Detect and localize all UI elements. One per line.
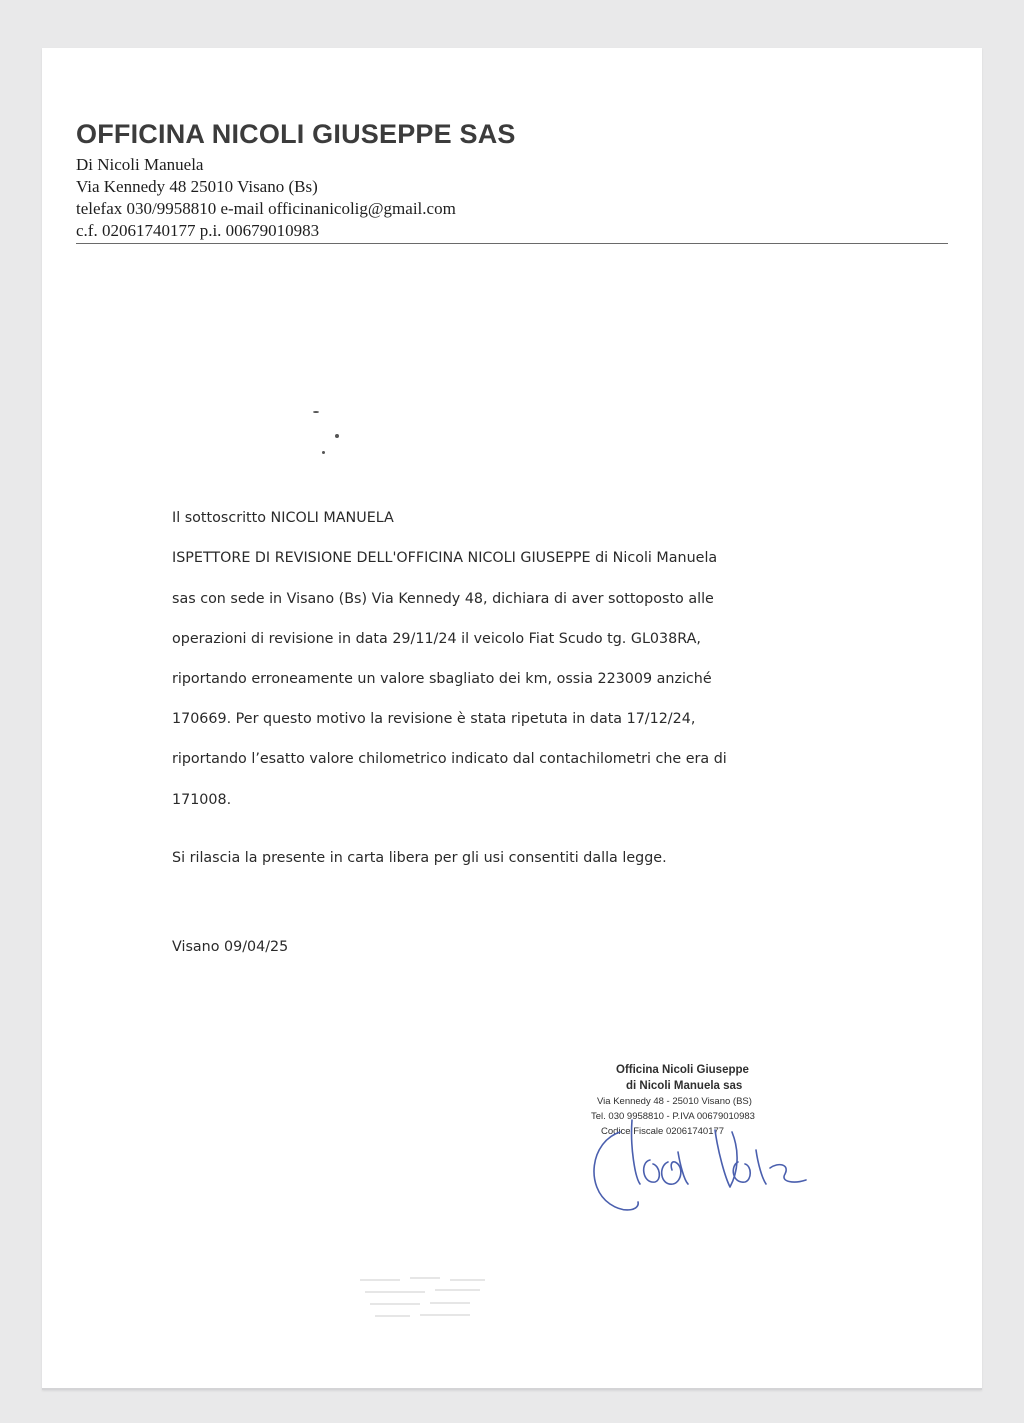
body-line: 171008. <box>172 792 232 808</box>
stamp-line: Via Kennedy 48 - 25010 Visano (BS) <box>597 1096 752 1107</box>
declarant-line: Il sottoscritto NICOLI MANUELA <box>172 510 394 526</box>
address-line: Via Kennedy 48 25010 Visano (Bs) <box>76 177 318 196</box>
company-name: OFFICINA NICOLI GIUSEPPE SAS <box>76 119 516 149</box>
scan-speck <box>335 434 339 438</box>
stamp-line: Codice Fiscale 02061740177 <box>601 1126 725 1137</box>
body-line: riportando erroneamente un valore sbagliato dei km, ossia 223009 anziché <box>172 671 712 687</box>
closing-line: Si rilascia la presente in carta libera per gli usi consentiti dalla legge. <box>172 850 667 866</box>
handwritten-signature <box>580 1092 820 1222</box>
body-line: sas con sede in Visano (Bs) Via Kennedy 48, dichiara di aver sottoposto alle <box>172 591 714 607</box>
body-line: riportando l’esatto valore chilometrico indicato dal contachilometri che era di <box>172 751 727 767</box>
bleed-through-marks <box>350 1270 510 1330</box>
body-line: operazioni di revisione in data 29/11/24 il veicolo Fiat Scudo tg. GL038RA, <box>172 631 701 647</box>
letterhead-divider <box>76 243 948 244</box>
stamp-line: di Nicoli Manuela sas <box>626 1080 743 1092</box>
stamp-line: Tel. 030 9958810 - P.IVA 00679010983 <box>591 1111 755 1122</box>
stamp-line: Officina Nicoli Giuseppe <box>616 1064 749 1076</box>
body-line: ISPETTORE DI REVISIONE DELL'OFFICINA NICOLI GIUSEPPE di Nicoli Manuela <box>172 550 718 566</box>
place-date: Visano 09/04/25 <box>172 939 289 955</box>
scan-speck <box>322 451 325 454</box>
scan-speck <box>313 411 319 413</box>
body-line: 170669. Per questo motivo la revisione è stata ripetuta in data 17/12/24, <box>172 711 696 727</box>
tax-id-line: c.f. 02061740177 p.i. 00679010983 <box>76 221 320 240</box>
owner-line: Di Nicoli Manuela <box>76 155 204 174</box>
contacts-line: telefax 030/9958810 e-mail officinanicolig@gmail.com <box>76 199 456 218</box>
